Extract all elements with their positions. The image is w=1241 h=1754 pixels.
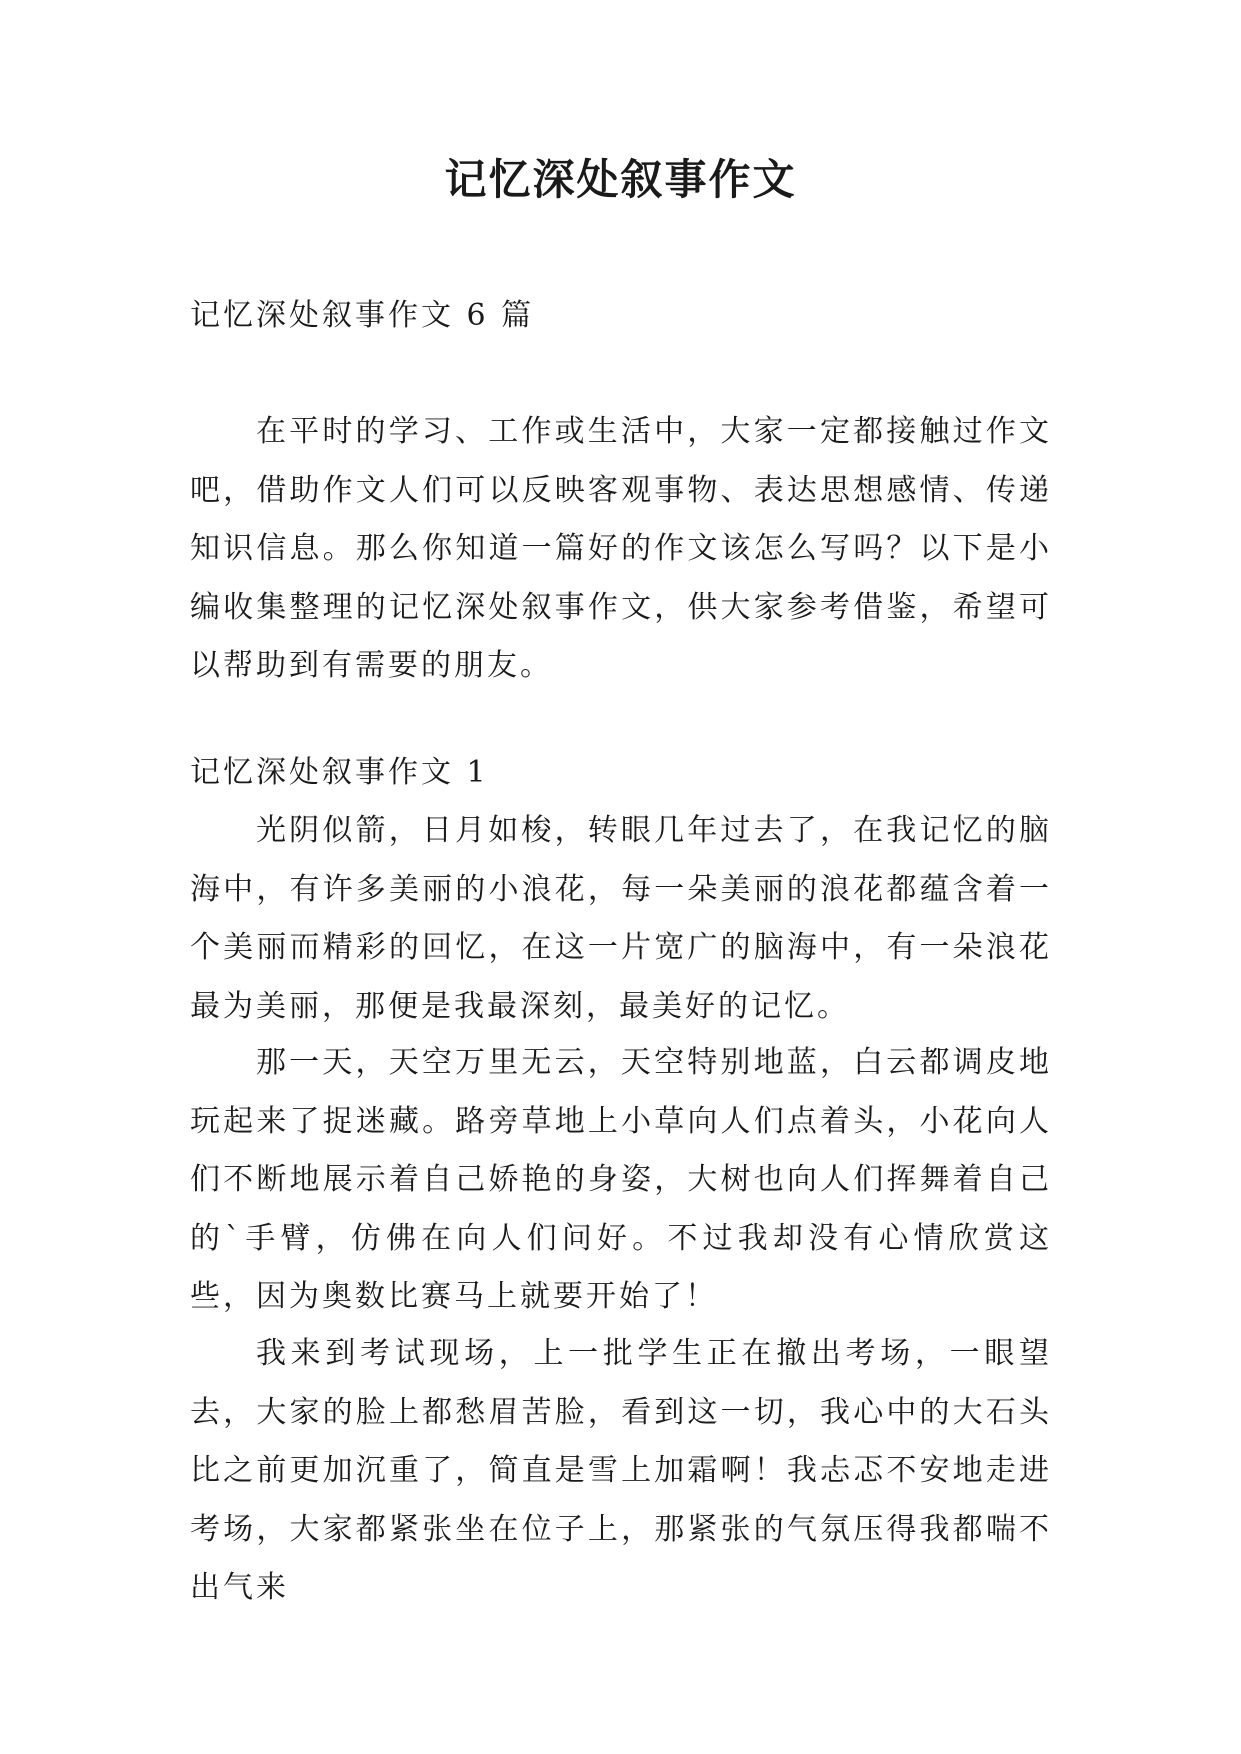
section-heading: 记忆深处叙事作文 1	[190, 755, 489, 790]
document-subtitle: 记忆深处叙事作文 6 篇	[190, 298, 535, 333]
body-paragraph: 那一天，天空万里无云，天空特别地蓝，白云都调皮地玩起来了捉迷藏。路旁草地上小草向人们点着头，小花向人们不断地展示着自己娇艳的身姿，大树也向人们挥舞着自己的`手臂，仿佛在向人们问好。不过我却没有心情欣赏这些，因为奥数比赛马上就要开始了！	[190, 1045, 1052, 1314]
body-paragraph: 我来到考试现场，上一批学生正在撤出考场，一眼望去，大家的脸上都愁眉苦脸，看到这一切，我心中的大石头比之前更加沉重了，简直是雪上加霜啊！我忐忑不安地走进考场，大家都紧张坐在位子上，那紧张的气氛压得我都喘不出气来	[190, 1336, 1052, 1605]
page-title: 记忆深处叙事作文	[444, 155, 797, 204]
intro-paragraph: 在平时的学习、工作或生活中，大家一定都接触过作文吧，借助作文人们可以反映客观事物、表达思想感情、传递知识信息。那么你知道一篇好的作文该怎么写吗？以下是小编收集整理的记忆深处叙事作文，供大家参考借鉴，希望可以帮助到有需要的朋友。	[190, 414, 1052, 683]
body-paragraph: 光阴似箭，日月如梭，转眼几年过去了，在我记忆的脑海中，有许多美丽的小浪花，每一朵美丽的浪花都蕴含着一个美丽而精彩的回忆，在这一片宽广的脑海中，有一朵浪花最为美丽，那便是我最深刻，最美好的记忆。	[190, 813, 1052, 1024]
